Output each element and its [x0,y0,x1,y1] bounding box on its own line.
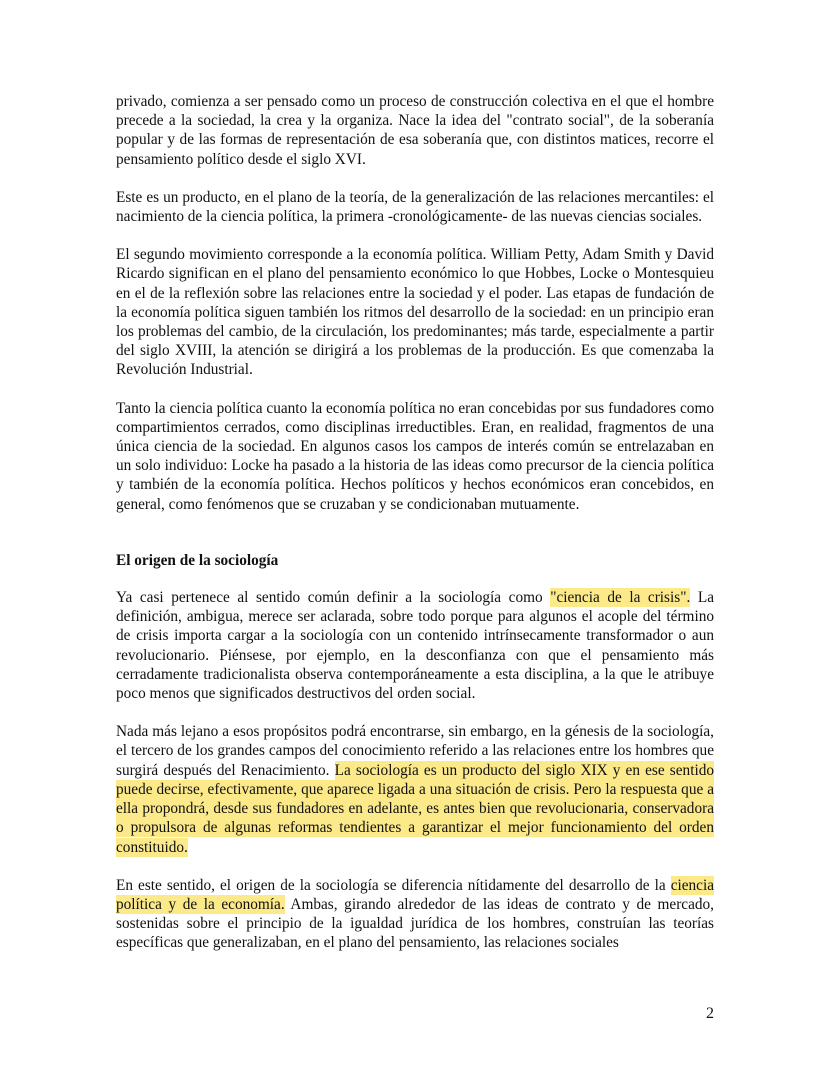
paragraph-5 [116,588,714,703]
page-number: 2 [706,1005,714,1022]
paragraph-7-text: En este sentido, el origen de la sociología se diferencia nítidamente del desarrollo de la [116,876,671,894]
paragraph-7-text-continued: Ambas, girando alrededor de las ideas de contrato y de mercado, sostenidas sobre el principio de la igualdad jurídica de los hombres, construían las teorías específicas que generalizaban, en el plano del pensamiento, las relaciones sociales [116,895,714,952]
paragraph-6-text: Nada más lejano a esos propósitos podrá encontrarse, sin embargo, en la génesis de la sociología, el tercero de los grandes campos del conocimiento referido a las relaciones entre los hombres que surgirá después del Renacimiento. [116,723,714,779]
paragraph-6 [116,722,714,856]
paragraph-2: Este es un producto, en el plano de la teoría, de la generalización de las relaciones mercantiles: el nacimiento de la ciencia política, la primera -cronológicamente- de las nuevas ciencias sociales. [116,188,714,226]
page-body [116,92,714,953]
highlight-ciencia-politica-economia: ciencia política y de la economía. [116,876,714,913]
section-heading: El origen de la sociología [116,551,279,569]
paragraph-4: Tanto la ciencia política cuanto la economía política no eran concebidas por sus fundadores como compartimientos cerrados, como disciplinas irreductibles. Eran, en realidad, fragmentos de una única ciencia de la sociedad. En algunos casos los campos de interés común se entrelazaban en un solo individuo: Locke ha pasado a la historia de las ideas como precursor de la ciencia política y también de la economía política. Hechos políticos y hechos económicos eran concebidos, en general, como fenómenos que se cruzaban y se condicionaban mutuamente. [116,399,714,513]
highlight-sociologia-siglo-xix: La sociología es un producto del siglo XIX y en ese sentido puede decirse, efectivamente, que aparece ligada a una situación de crisis. Pero la respuesta que a ella propondrá, desde sus fundadores en adelante, es antes bien que revolucionaria, conservadora o propulsora de algunas reformas tendientes a garantizar el mejor funcionamiento del orden constituido. [116,761,714,856]
paragraph-1: privado, comienza a ser pensado como un proceso de construcción colectiva en el que el hombre precede a la sociedad, la crea y la organiza. Nace la idea del "contrato social", de la soberanía popular y de las formas de representación de esa soberanía que, con distintos matices, recorre el pensamiento político desde el siglo XVI. [116,93,714,168]
paragraph-3: El segundo movimiento corresponde a la economía política. William Petty, Adam Smith y David Ricardo significan en el plano del pensamiento económico lo que Hobbes, Locke o Montesquieu en el de la reflexión sobre las relaciones entre la sociedad y el poder. Las etapas de fundación de la economía política siguen también los ritmos del desarrollo de la sociedad: en un principio eran los problemas del cambio, de la circulación, los predominantes; más tarde, especialmente a partir del siglo XVIII, la atención se dirigirá a los problemas de la producción. Es que comenzaba la Revolución Industrial. [116,246,714,379]
paragraph-5-text: Ya casi pertenece al sentido común definir a la sociología como [116,589,551,607]
paragraph-7 [116,876,714,953]
highlight-ciencia-de-la-crisis: "ciencia de la crisis". [550,589,691,607]
paragraph-5-text-continued: La definición, ambigua, merece ser aclarada, sobre todo porque para algunos el acople del término de crisis importa cargar a la sociología con un contenido intrínsecamente transformador o aun revolucionario. Piénsese, por ejemplo, en la desconfianza con que el pensamiento más cerradamente tradicionalista observa contemporáneamente a esta disciplina, a la que le atribuye poco menos que significados destructivos del orden social. [116,589,714,703]
